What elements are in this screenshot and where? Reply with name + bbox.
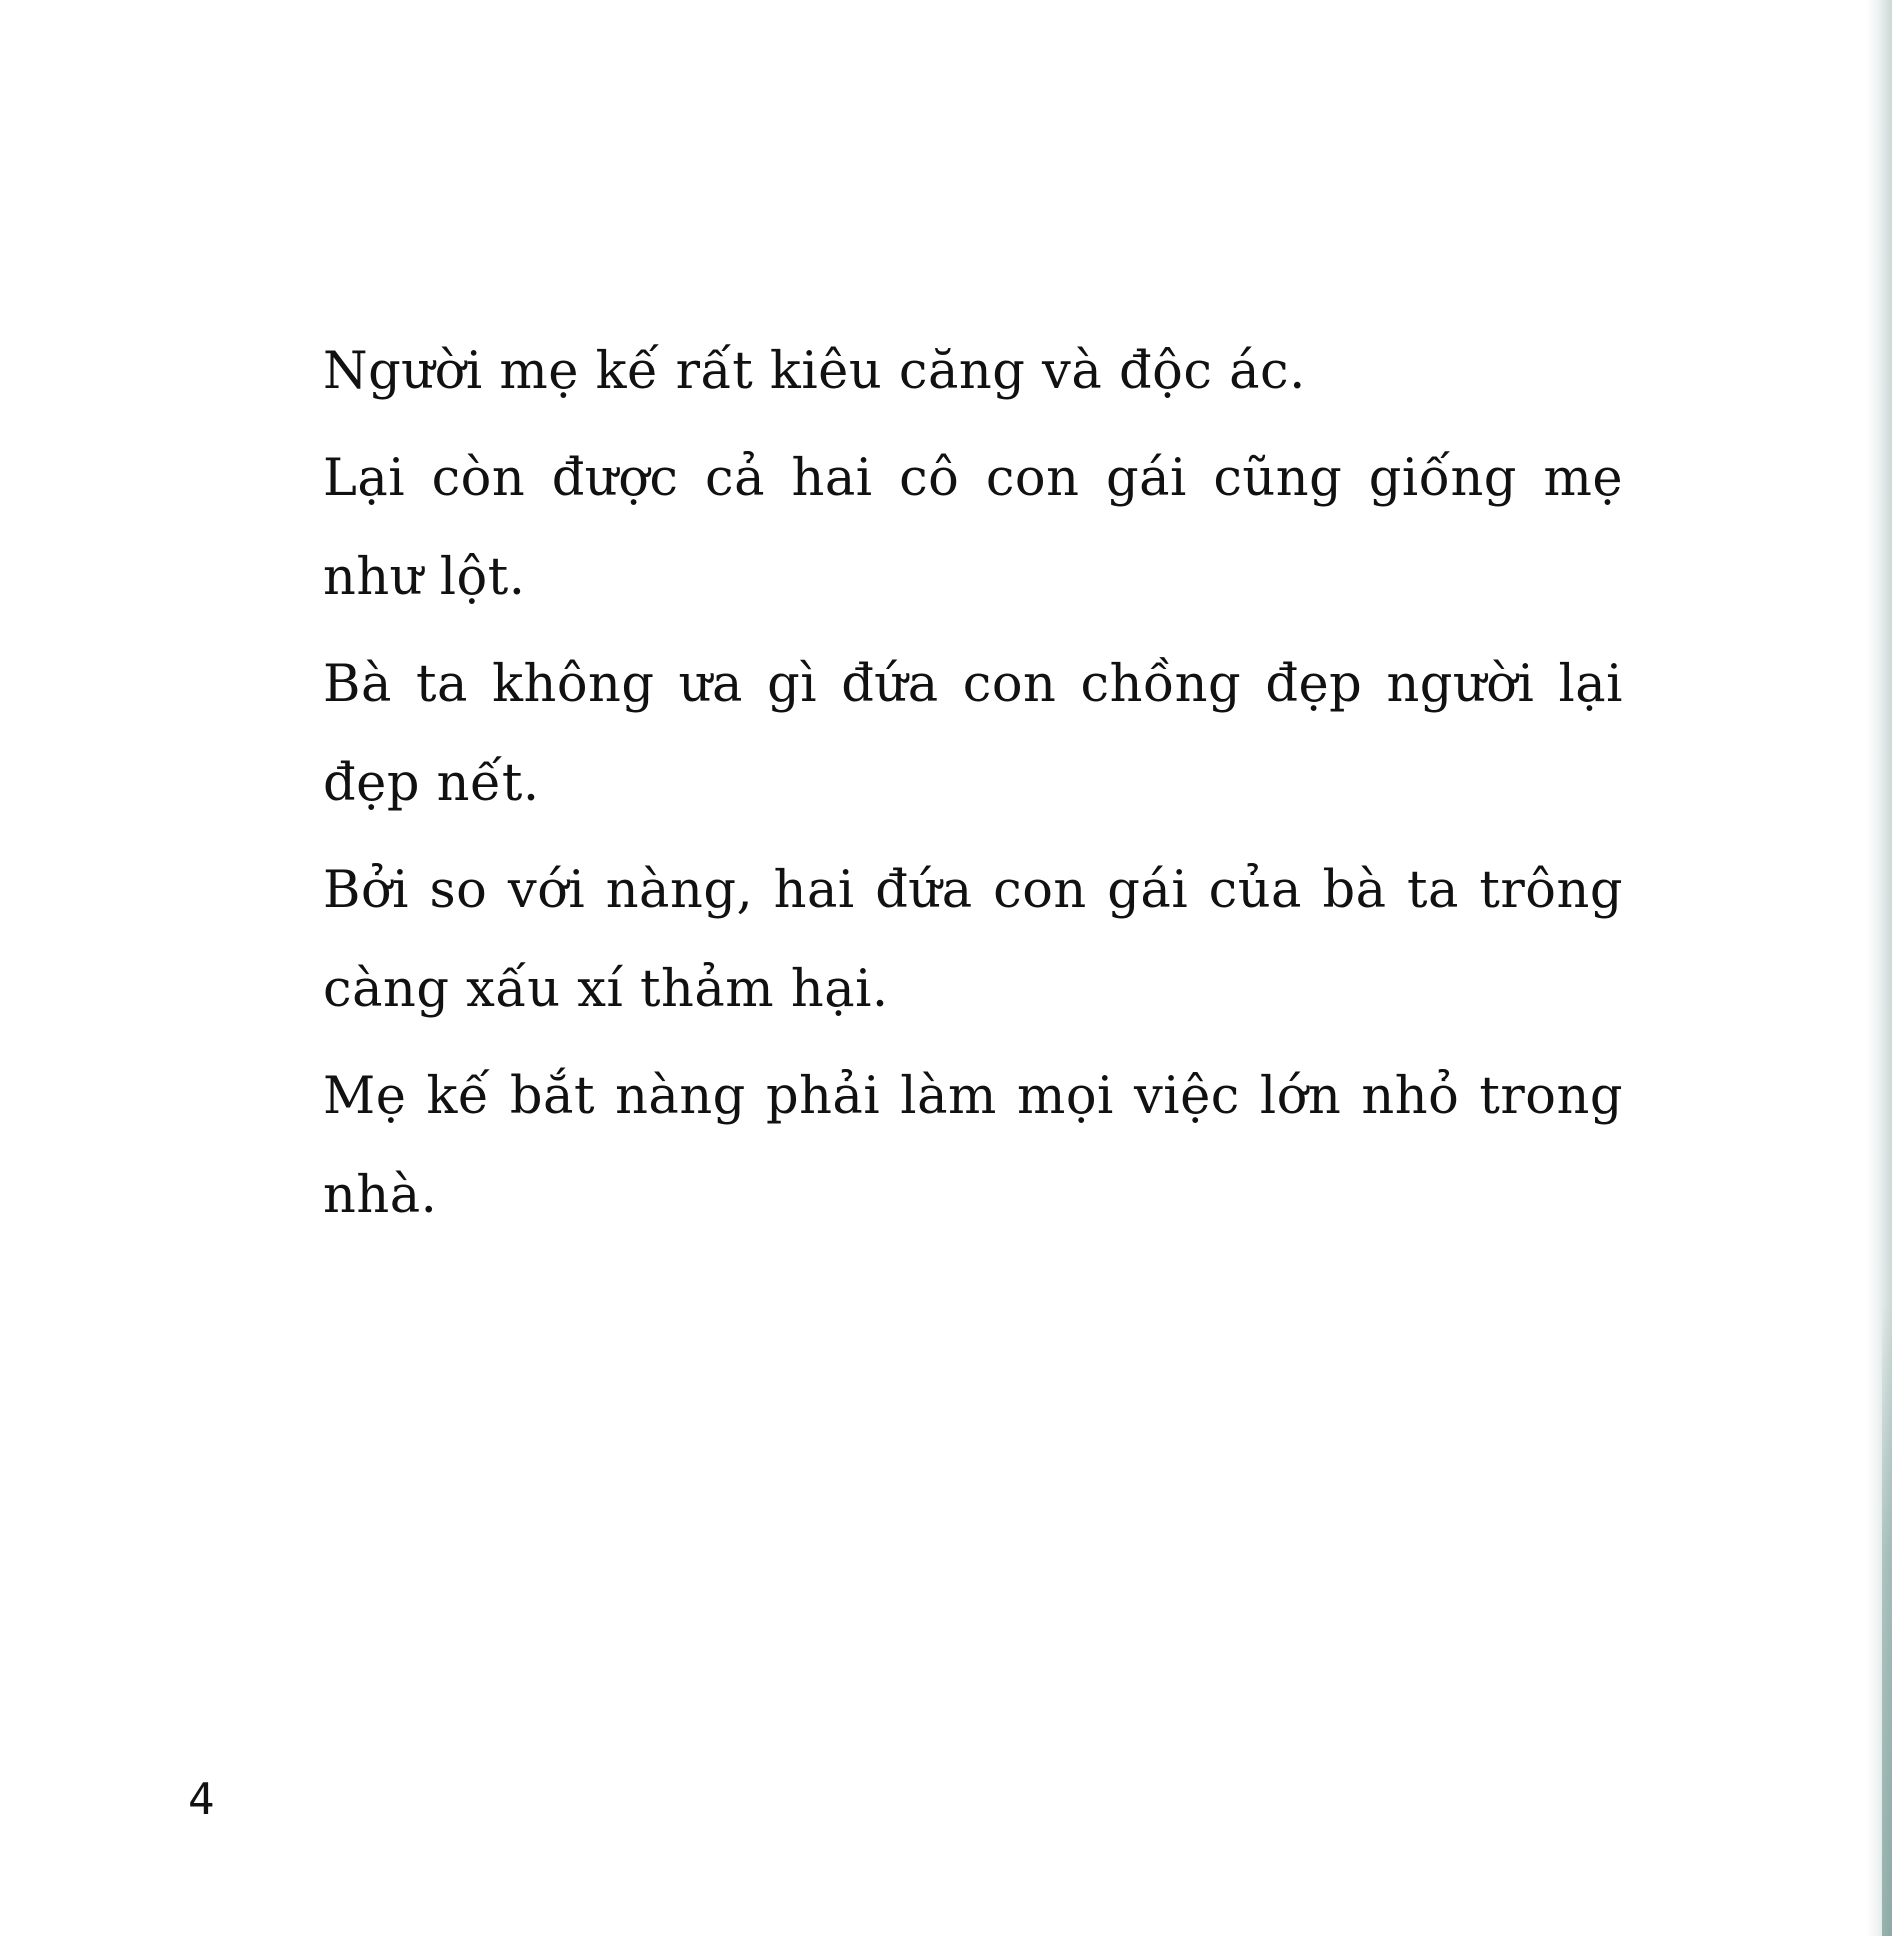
story-paragraph: Người mẹ kế rất kiêu căng và độc ác. (323, 342, 1306, 401)
page-number: 4 (188, 1774, 215, 1825)
story-paragraph: Bởi so với nàng, hai đứa con gái của bà ta trông càng xấu xí thảm hại. (323, 861, 1623, 1019)
page-edge-shadow (1866, 0, 1892, 1936)
story-paragraph: Lại còn được cả hai cô con gái cũng giống mẹ như lột. (323, 449, 1623, 607)
story-text (323, 322, 1623, 1253)
story-paragraph: Bà ta không ưa gì đứa con chồng đẹp người lại đẹp nết. (323, 655, 1623, 813)
story-paragraph: Mẹ kế bắt nàng phải làm mọi việc lớn nhỏ trong nhà. (323, 1067, 1623, 1225)
page-edge-tint (1882, 1300, 1892, 1936)
